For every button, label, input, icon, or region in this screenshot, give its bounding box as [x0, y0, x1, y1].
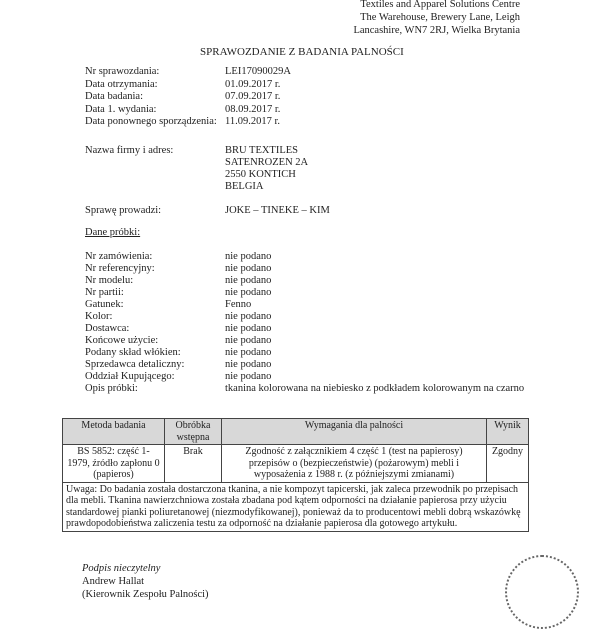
results-table [62, 418, 529, 532]
field-label: Opis próbki: [85, 383, 138, 394]
cell-requirements: Zgodność z załącznikiem 4 część 1 (test na papierosy) przepisów o (bezpieczeństwie) (pożarowym) mebli i wyposażenia z 1988 r. (z późniejszymi zmianami) [222, 445, 487, 483]
field-value: nie podano [225, 323, 272, 334]
field-label: Nr modelu: [85, 275, 134, 286]
field-label: Nazwa firmy i adres: [85, 145, 174, 156]
field-value: nie podano [225, 287, 272, 298]
col-header: Obróbka wstępna [165, 419, 222, 445]
field-value: nie podano [225, 263, 272, 274]
col-header: Wynik [487, 419, 529, 445]
field-value: nie podano [225, 251, 272, 262]
field-label: Nr zamówienia: [85, 251, 153, 262]
field-label: Nr sprawozdania: [85, 66, 160, 77]
field-label: Gatunek: [85, 299, 124, 310]
field-label: Data ponownego sporządzenia: [85, 116, 217, 127]
field-label: Data 1. wydania: [85, 103, 157, 115]
col-header: Wymagania dla palności [222, 419, 487, 445]
field-value: nie podano [225, 335, 272, 346]
field-value: LEI17090029A [225, 66, 291, 77]
signature-block [82, 562, 209, 601]
official-stamp [505, 555, 579, 629]
field-label: Nr partii: [85, 287, 124, 298]
header-line: Lancashire, WN7 2RJ, Wielka Brytania [353, 25, 520, 36]
field-value: Fenno [225, 299, 252, 310]
field-label: Oddział Kupującego: [85, 371, 175, 382]
field-value: nie podano [225, 359, 272, 370]
field-label: Sprzedawca detaliczny: [85, 359, 185, 370]
field-value: nie podano [225, 371, 272, 382]
cell-result: Zgodny [487, 445, 529, 483]
field-label: Sprawę prowadzi: [85, 205, 162, 216]
field-label: Podany skład włókien: [85, 347, 181, 358]
col-header: Metoda badania [63, 419, 165, 445]
field-value: 11.09.2017 r. [225, 116, 281, 127]
field-value: 07.09.2017 r. [225, 91, 281, 102]
field-label: Dostawca: [85, 323, 130, 334]
field-label: Końcowe użycie: [85, 335, 159, 346]
cell-pretreatment: Brak [165, 445, 222, 483]
field-value: nie podano [225, 311, 272, 322]
field-value: tkanina kolorowana na niebiesko z podkładem kolorowanym na czarno [225, 383, 525, 394]
field-value: 01.09.2017 r. [225, 78, 281, 90]
header-line: Textiles and Apparel Solutions Centre [360, 0, 520, 10]
field-label: Kolor: [85, 311, 113, 322]
sample-heading: Dane próbki: [85, 227, 141, 238]
signatory-name: Andrew Hallat [82, 576, 145, 587]
company-line: BELGIA [225, 181, 264, 192]
cell-method: BS 5852: część 1- 1979, źródło zapłonu 0 (papieros) [63, 445, 165, 483]
field-label: Nr referencyjny: [85, 263, 155, 274]
field-label: Data otrzymania: [85, 78, 158, 90]
company-line: BRU TEXTILES [225, 145, 299, 156]
field-label: Data badania: [85, 91, 144, 102]
field-value: nie podano [225, 275, 272, 286]
company-line: SATENROZEN 2A [225, 157, 309, 168]
signatory-role: (Kierownik Zespołu Palności) [82, 589, 209, 600]
header-line: The Warehouse, Brewery Lane, Leigh [360, 12, 520, 23]
signature-note: Podpis nieczytelny [82, 563, 161, 574]
field-value: JOKE – TINEKE – KIM [225, 205, 330, 216]
document-title: SPRAWOZDANIE Z BADANIA PALNOŚCI [200, 46, 404, 58]
field-value: 08.09.2017 r. [225, 103, 281, 115]
field-value: nie podano [225, 347, 272, 358]
table-note: Uwaga: Do badania została dostarczona tkanina, a nie kompozyt tapicerski, jak zaleca przewodnik po przepisach dla mebli. Tkanina nawierzchniowa została zbadana pod kątem odporności na działanie papierosa przy użyciu standardowej pianki poliuretanowej (niezmodyfikowanej), ponieważ da to producentowi mebli dobrą wskazówkę prawdopodobieństwa zaliczenia testu za odporność na działanie papierosa dla gotowego artykułu. [63, 482, 529, 531]
company-line: 2550 KONTICH [225, 169, 296, 180]
